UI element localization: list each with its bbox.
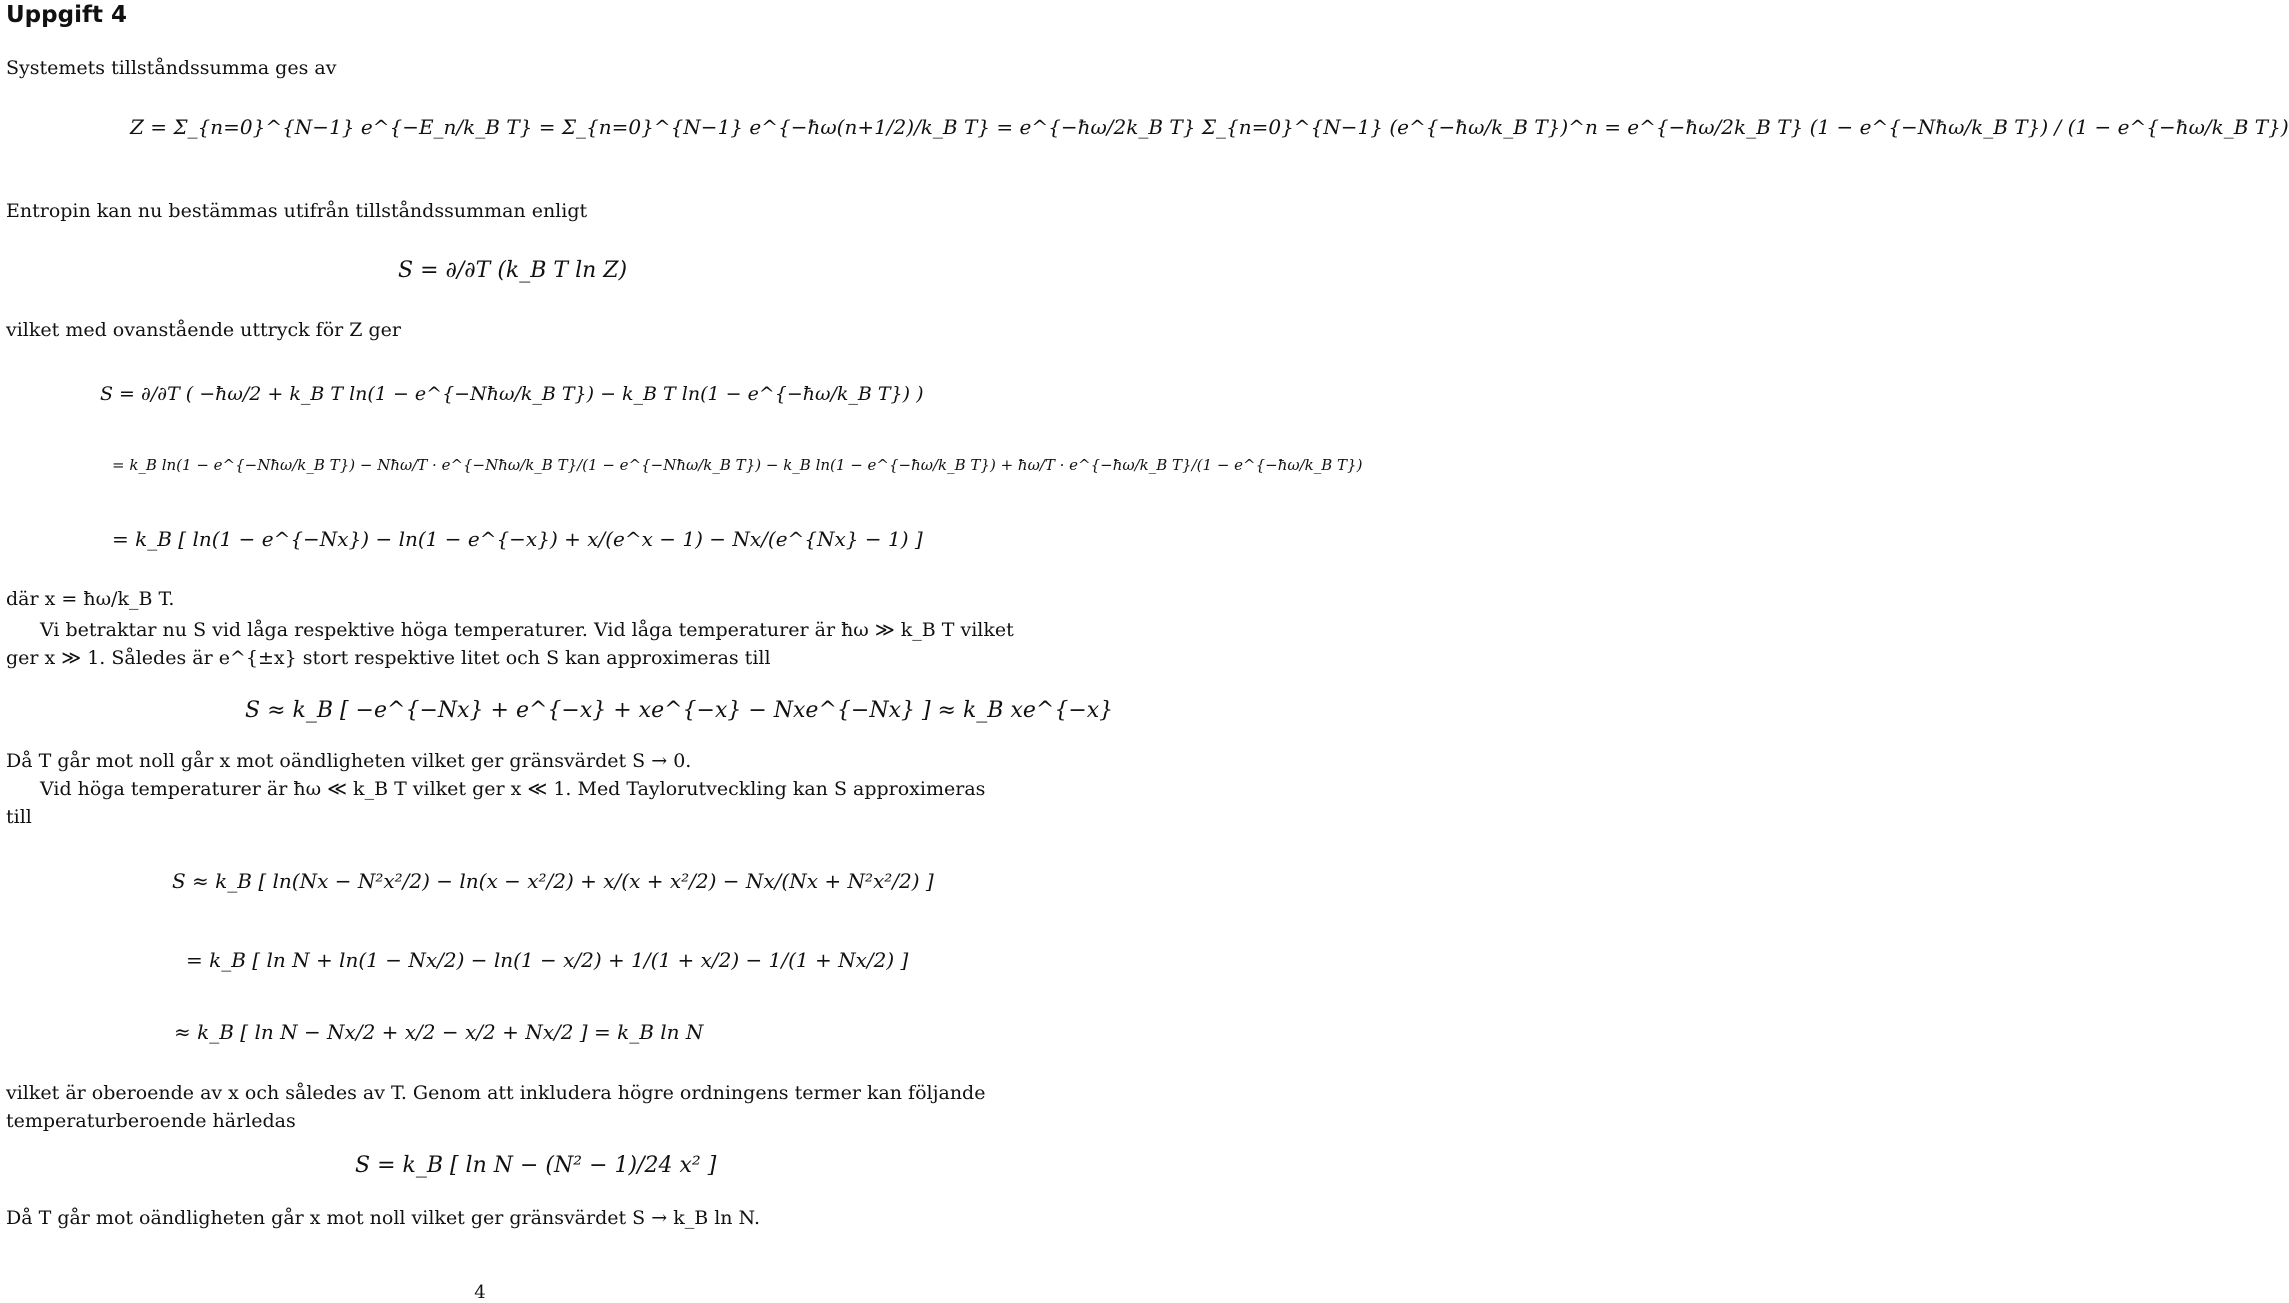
paragraph-infinity-limit: Då T går mot oändligheten går x mot noll vilket ger gränsvärdet S → k_B ln N. xyxy=(6,1207,761,1229)
section-title: Uppgift 4 xyxy=(6,2,127,28)
paragraph-low-temp-2: ger x ≫ 1. Således är e^{±x} stort respektive litet och S kan approximeras till xyxy=(6,647,771,669)
paragraph-high-temp-1: Vid höga temperaturer är ħω ≪ k_B T vilket ger x ≪ 1. Med Taylorutveckling kan S approximeras xyxy=(40,778,986,800)
paragraph-intro: Systemets tillståndssumma ges av xyxy=(6,57,337,79)
paragraph-high-temp-2: till xyxy=(6,806,32,828)
equation-high-temp-line-1: S ≈ k_B [ ln(Nx − N²x²/2) − ln(x − x²/2) + x/(x + x²/2) − Nx/(Nx + N²x²/2) ] xyxy=(172,869,934,893)
equation-partition-function: Z = Σ_{n=0}^{N−1} e^{−E_n/k_B T} = Σ_{n=0}^{N−1} e^{−ħω(n+1/2)/k_B T} = e^{−ħω/2k_B T} Σ_{n=0}^{N−1} (e^{−ħω/k_B T})^n = e^{−ħω/2k_B T} (1 − e^{−Nħω/k_B T}) / (1 − e^{−ħω/k_B T}) xyxy=(130,115,2289,139)
equation-high-temp-line-3: ≈ k_B [ ln N − Nx/2 + x/2 − x/2 + Nx/2 ] = k_B ln N xyxy=(174,1020,704,1044)
equation-entropy-definition: S = ∂/∂T (k_B T ln Z) xyxy=(398,258,628,283)
equation-entropy-line-3: = k_B [ ln(1 − e^{−Nx}) − ln(1 − e^{−x}) + x/(e^x − 1) − Nx/(e^{Nx} − 1) ] xyxy=(112,527,923,551)
equation-entropy-line-1: S = ∂/∂T ( −ħω/2 + k_B T ln(1 − e^{−Nħω/k_B T}) − k_B T ln(1 − e^{−ħω/k_B T}) ) xyxy=(100,383,924,405)
paragraph-substitution: vilket med ovanstående uttryck för Z ger xyxy=(6,319,402,341)
paragraph-x-definition: där x = ħω/k_B T. xyxy=(6,588,175,610)
paragraph-entropy-intro: Entropin kan nu bestämmas utifrån tillståndssumman enligt xyxy=(6,200,588,222)
paragraph-low-temp-1: Vi betraktar nu S vid låga respektive höga temperaturer. Vid låga temperaturer är ħω ≫ k_B T vilket xyxy=(40,619,1014,641)
paragraph-zero-limit: Då T går mot noll går x mot oändligheten vilket ger gränsvärdet S → 0. xyxy=(6,750,692,772)
equation-entropy-line-2: = k_B ln(1 − e^{−Nħω/k_B T}) − Nħω/T · e^{−Nħω/k_B T}/(1 − e^{−Nħω/k_B T}) − k_B ln(1 − e^{−ħω/k_B T}) + ħω/T · e^{−ħω/k_B T}/(1 − e^{−ħω/k_B T}) xyxy=(112,456,1363,474)
equation-low-temp-limit: S ≈ k_B [ −e^{−Nx} + e^{−x} + xe^{−x} − Nxe^{−Nx} ] ≈ k_B xe^{−x} xyxy=(245,698,1114,723)
equation-higher-order: S = k_B [ ln N − (N² − 1)/24 x² ] xyxy=(355,1153,717,1178)
paragraph-independence-1: vilket är oberoende av x och således av T. Genom att inkludera högre ordningens termer kan följande xyxy=(6,1082,986,1104)
equation-high-temp-line-2: = k_B [ ln N + ln(1 − Nx/2) − ln(1 − x/2) + 1/(1 + x/2) − 1/(1 + Nx/2) ] xyxy=(186,948,909,972)
page-number: 4 xyxy=(474,1282,486,1303)
paragraph-independence-2: temperaturberoende härledas xyxy=(6,1110,296,1132)
